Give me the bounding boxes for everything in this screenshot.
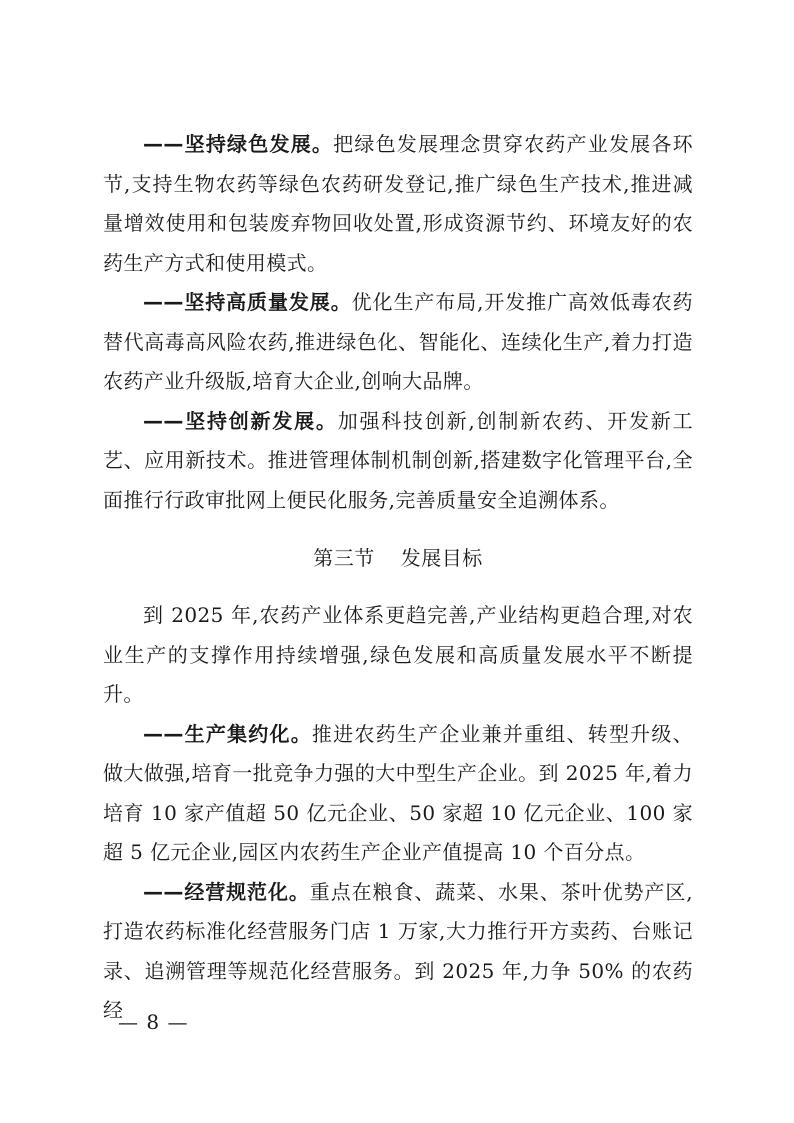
paragraph-green-development [103,125,693,283]
paragraph-innovative-development [103,402,693,521]
paragraph-lead: ——经营规范化。 [143,879,310,904]
paragraph-lead: ——坚持创新发展。 [143,408,338,433]
paragraph-text: 到 2025 年,农药产业体系更趋完善,产业结构更趋合理,对农业生产的支撑作用持续增强,绿色发展和高质量发展水平不断提升。 [103,603,693,706]
paragraph-text: 推进农药生产企业兼并重组、转型升级、做大做强,培育一批竞争力强的大中型生产企业。到 2025 年,着力培育 10 家产值超 50 亿元企业、50 家超 10 亿元企业、100 家超 5 亿元企业,园区内农药生产企业产值提高 10 个百分点。 [103,721,694,864]
paragraph-text: 把绿色发展理念贯穿农药产业发展各环节,支持生物农药等绿色农药研发登记,推广绿色生产技术,推进减量增效使用和包装废弃物回收处置,形成资源节约、环境友好的农药生产方式和使用模式。 [103,132,693,275]
body-text [103,125,693,1031]
paragraph-text: 重点在粮食、蔬菜、水果、茶叶优势产区,打造农药标准化经营服务门店 1 万家,大力推行开方卖药、台账记录、追溯管理等规范化经营服务。到 2025 年,力争 50% 的农药经 [103,879,693,1022]
paragraph-text: 加强科技创新,创制新农药、开发新工艺、应用新技术。推进管理体制机制创新,搭建数字化管理平台,全面推行行政审批网上便民化服务,完善质量安全追溯体系。 [103,408,693,512]
section-title: 发展目标 [400,546,483,570]
paragraph-lead: ——坚持高质量发展。 [143,290,352,314]
paragraph-overall-goal [103,596,693,715]
section-number: 第三节 [313,546,375,570]
section-heading [103,542,693,574]
paragraph-text: 优化生产布局,开发推广高效低毒农药替代高毒高风险农药,推进绿色化、智能化、连续化生产,着力打造农药产业升级版,培育大企业,创响大品牌。 [103,290,693,393]
paragraph-operation-standardization [103,873,693,1031]
paragraph-high-quality-development [103,283,693,402]
paragraph-lead: ——坚持绿色发展。 [143,132,334,156]
page-number: — 8 — [118,1010,189,1034]
paragraph-lead: ——生产集约化。 [143,721,312,746]
paragraph-production-intensification [103,715,693,873]
